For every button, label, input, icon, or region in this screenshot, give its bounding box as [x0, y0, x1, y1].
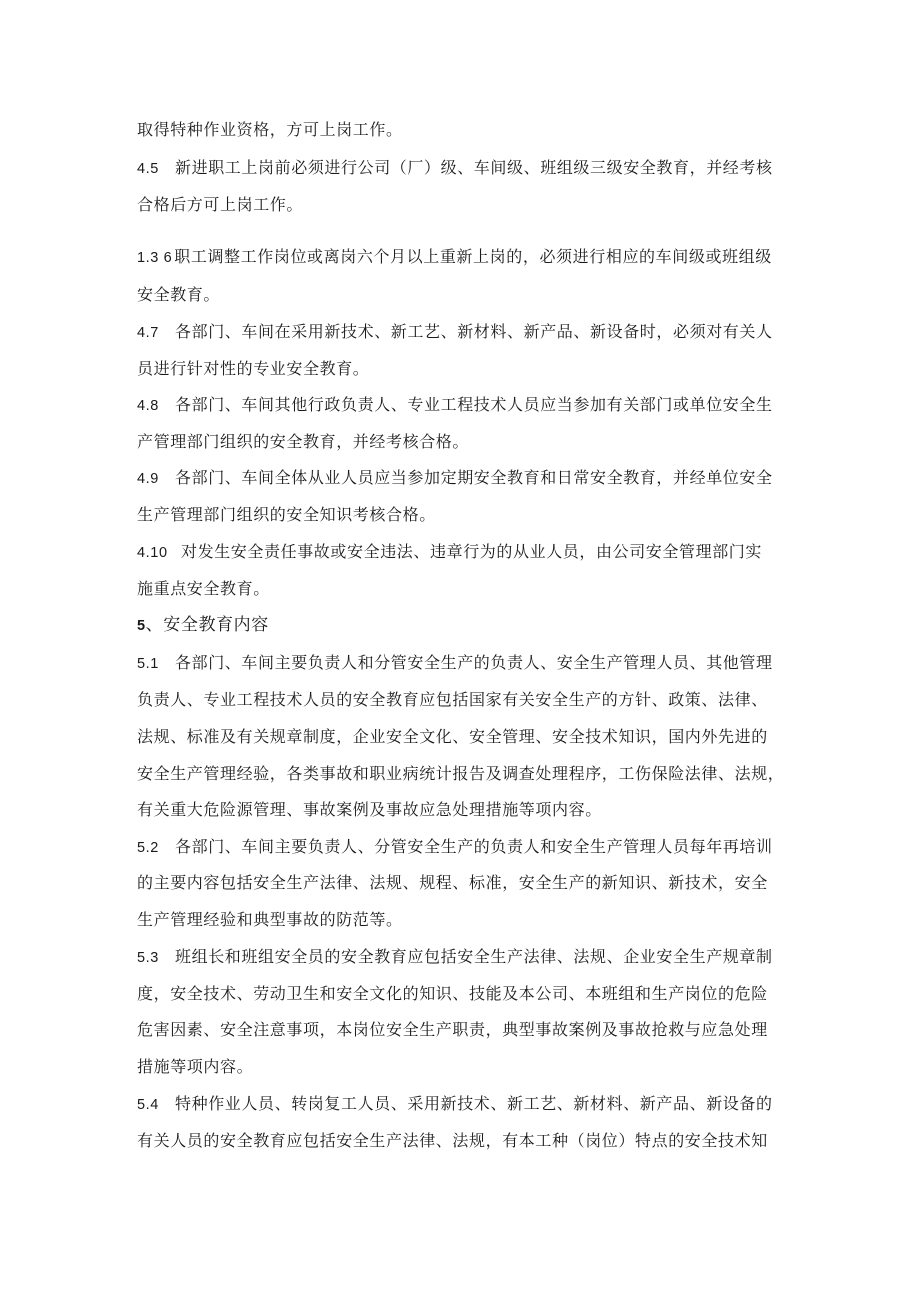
- clause-4-5-line: [137, 157, 797, 180]
- paragraph-line: [137, 983, 797, 1005]
- line-text: 生产管理部门组织的安全知识考核合格。: [137, 505, 436, 524]
- line-text: 有关人员的安全教育应包括安全生产法律、法规，有本工种（岗位）特点的安全技术知: [137, 1131, 768, 1150]
- line-text: 特种作业人员、转岗复工人员、采用新技术、新工艺、新材料、新产品、新设备的: [175, 1094, 773, 1113]
- clause-4-9-line: [137, 467, 797, 490]
- paragraph-line: [137, 578, 797, 600]
- line-text: 负责人、专业工程技术人员的安全教育应包括国家有关安全生产的方针、政策、法律、: [137, 690, 768, 709]
- clause-5-3-line: [137, 946, 797, 969]
- line-text: 取得特种作业资格，方可上岗工作。: [137, 120, 403, 139]
- paragraph-line: [137, 909, 797, 931]
- clause-5-2-line: [137, 836, 797, 859]
- line-text: 措施等项内容。: [137, 1057, 254, 1076]
- line-text: 生产管理经验和典型事故的防范等。: [137, 910, 403, 929]
- section-title: 、安全教育内容: [145, 615, 269, 635]
- clause-number: 4.5: [137, 161, 159, 177]
- paragraph-line: [137, 1056, 797, 1078]
- line-text: 产管理部门组织的安全教育，并经考核合格。: [137, 432, 470, 451]
- line-text: 危害因素、安全注意事项，本岗位安全生产职责，典型事故案例及事故抢救与应急处理: [137, 1020, 768, 1039]
- clause-number: 5.3: [137, 950, 159, 966]
- line-text: 职工调整工作岗位或离岗六个月以上重新上岗的，必须进行相应的车间级或班组级: [174, 247, 772, 266]
- paragraph-line: [137, 872, 797, 894]
- line-text: 对发生安全责任事故或安全违法、违章行为的从业人员，由公司安全管理部门实: [181, 542, 763, 561]
- line-text: 度，安全技术、劳动卫生和安全文化的知识、技能及本公司、本班组和生产岗位的危险: [137, 984, 768, 1003]
- paragraph-line: [137, 763, 797, 785]
- paragraph-line: [137, 689, 797, 711]
- clause-number: 4.9: [137, 471, 159, 487]
- paragraph-line: [137, 119, 797, 141]
- paragraph-line: [137, 431, 797, 453]
- clause-1-3-6-line: [137, 246, 797, 269]
- line-text: 法规、标准及有关规章制度，企业安全文化、安全管理、安全技术知识，国内外先进的: [137, 727, 768, 746]
- clause-number: 4.7: [137, 325, 159, 341]
- clause-number: 5.4: [137, 1097, 159, 1113]
- clause-number: 1.3 6: [137, 250, 173, 266]
- line-text: 新进职工上岗前必须进行公司（厂）级、车间级、班组级三级安全教育，并经考核: [175, 158, 773, 177]
- paragraph-line: [137, 194, 797, 216]
- clause-4-10-line: [137, 541, 797, 564]
- clause-5-4-line: [137, 1093, 797, 1116]
- line-text: 各部门、车间全体从业人员应当参加定期安全教育和日常安全教育，并经单位安全: [175, 468, 773, 487]
- paragraph-line: [137, 1130, 797, 1152]
- paragraph-line: [137, 726, 797, 748]
- line-text: 的主要内容包括安全生产法律、法规、规程、标准，安全生产的新知识、新技术，安全: [137, 873, 768, 892]
- section-number: 5: [137, 618, 146, 634]
- clause-number: 4.8: [137, 398, 159, 414]
- line-text: 员进行针对性的专业安全教育。: [137, 359, 370, 378]
- line-text: 各部门、车间在采用新技术、新工艺、新材料、新产品、新设备时，必须对有关人: [175, 322, 773, 341]
- clause-number: 4.10: [137, 545, 168, 561]
- clause-number: 5.1: [137, 656, 159, 672]
- line-text: 有关重大危险源管理、事故案例及事故应急处理措施等项内容。: [137, 800, 602, 819]
- line-text: 合格后方可上岗工作。: [137, 195, 304, 214]
- clause-4-7-line: [137, 321, 797, 344]
- clause-4-8-line: [137, 394, 797, 417]
- line-text: 安全生产管理经验，各类事故和职业病统计报告及调查处理程序，工伤保险法律、法规，: [137, 764, 785, 783]
- line-text: 安全教育。: [137, 285, 221, 304]
- paragraph-line: [137, 358, 797, 380]
- paragraph-line: [137, 504, 797, 526]
- section-5-heading: [137, 614, 797, 637]
- line-text: 各部门、车间其他行政负责人、专业工程技术人员应当参加有关部门或单位安全生: [175, 395, 773, 414]
- clause-5-1-line: [137, 652, 797, 675]
- line-text: 班组长和班组安全员的安全教育应包括安全生产法律、法规、企业安全生产规章制: [175, 947, 773, 966]
- paragraph-line: [137, 1019, 797, 1041]
- paragraph-line: [137, 799, 797, 821]
- line-text: 各部门、车间主要负责人和分管安全生产的负责人、安全生产管理人员、其他管理: [175, 653, 773, 672]
- line-text: 各部门、车间主要负责人、分管安全生产的负责人和安全生产管理人员每年再培训: [175, 837, 773, 856]
- paragraph-line: [137, 284, 797, 306]
- clause-number: 5.2: [137, 840, 159, 856]
- line-text: 施重点安全教育。: [137, 579, 270, 598]
